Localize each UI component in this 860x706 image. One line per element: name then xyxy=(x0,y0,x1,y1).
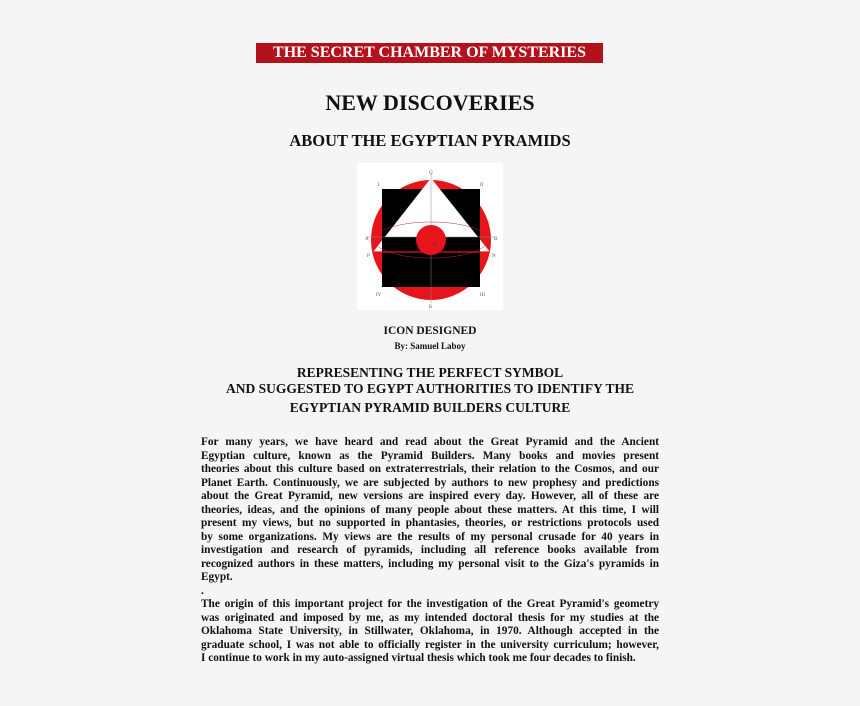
paragraph-line: Egypt. xyxy=(201,571,233,583)
center-red-circle xyxy=(416,225,446,255)
paragraph-line: present my views, but no supported in phantasies, theories, or restrictions protocols used xyxy=(201,517,659,529)
paragraph-line: by some organizations. My views are the results of my personal crusade for 40 years in xyxy=(201,530,659,543)
label-iii: III xyxy=(480,293,485,298)
paragraph xyxy=(201,598,659,666)
icon-caption-label: ICON DESIGNED xyxy=(383,325,477,337)
paragraph-line: graduate school, I was not able to officially register in the university curriculum; however, xyxy=(201,638,659,651)
icon-caption-author: By: Samuel Laboy xyxy=(394,341,466,351)
paragraph-line: theories about this culture based on extraterrestrials, their relation to the Cosmos, and our xyxy=(201,463,659,475)
paragraph xyxy=(201,585,659,599)
body-text xyxy=(201,436,659,666)
paragraph xyxy=(201,436,659,585)
paragraph-line: The origin of this important project for the investigation of the Great Pyramid's geometry xyxy=(201,598,659,610)
paragraph-line: about the Great Pyramid, new versions are inspired every day. However, all of these are xyxy=(201,490,659,502)
paragraph-line: investigation and research of pyramids, including all reference books available from xyxy=(201,544,659,556)
label-k: K xyxy=(429,305,433,310)
page-title: NEW DISCOVERIES xyxy=(325,90,535,115)
label-n: N xyxy=(492,254,496,259)
paragraph-line: Oklahoma State University, in Stillwater, Oklahoma, in 1970. Although accepted in the xyxy=(201,625,659,637)
pyramid-symbol-icon xyxy=(357,163,503,310)
section-heading-line: AND SUGGESTED TO EGYPT AUTHORITIES TO IDENTIFY THE xyxy=(225,381,634,396)
label-ii: II xyxy=(480,183,484,188)
paragraph-line: was originated and imposed by me, as my intended doctoral thesis for my studies at the xyxy=(201,611,659,624)
paragraph-line: For many years, we have heard and read about the Great Pyramid and the Ancient xyxy=(201,436,659,448)
paragraph-line: . xyxy=(201,584,204,597)
document-banner-title: THE SECRET CHAMBER OF MYSTERIES xyxy=(256,43,603,63)
label-o: O xyxy=(433,243,437,248)
label-a: A xyxy=(365,237,369,242)
label-b: B xyxy=(494,237,498,242)
paragraph-line: Planet Earth. Continuously, we are subjected by authors to new prophesy and predictions xyxy=(201,476,659,489)
paragraph-line: Egyptian culture, known as the Pyramid Builders. Many books and movies present xyxy=(201,449,659,462)
paragraph-line: I continue to work in my auto-assigned virtual thesis which took me four decades to finish. xyxy=(201,652,636,664)
label-i: I xyxy=(378,183,380,188)
label-q: Q xyxy=(429,171,433,176)
section-heading-line: EGYPTIAN PYRAMID BUILDERS CULTURE xyxy=(289,400,571,415)
section-heading-line: REPRESENTING THE PERFECT SYMBOL xyxy=(296,365,564,380)
page-subtitle: ABOUT THE EGYPTIAN PYRAMIDS xyxy=(289,131,571,150)
paragraph-line: recognized authors in these matters, including my personal visit to the Giza's pyramids in xyxy=(201,557,659,570)
paragraph-line: theories, ideas, and the opinions of many people about these matters. At this time, I will xyxy=(201,503,659,516)
label-iv: IV xyxy=(376,293,382,298)
label-p: P xyxy=(367,254,370,259)
